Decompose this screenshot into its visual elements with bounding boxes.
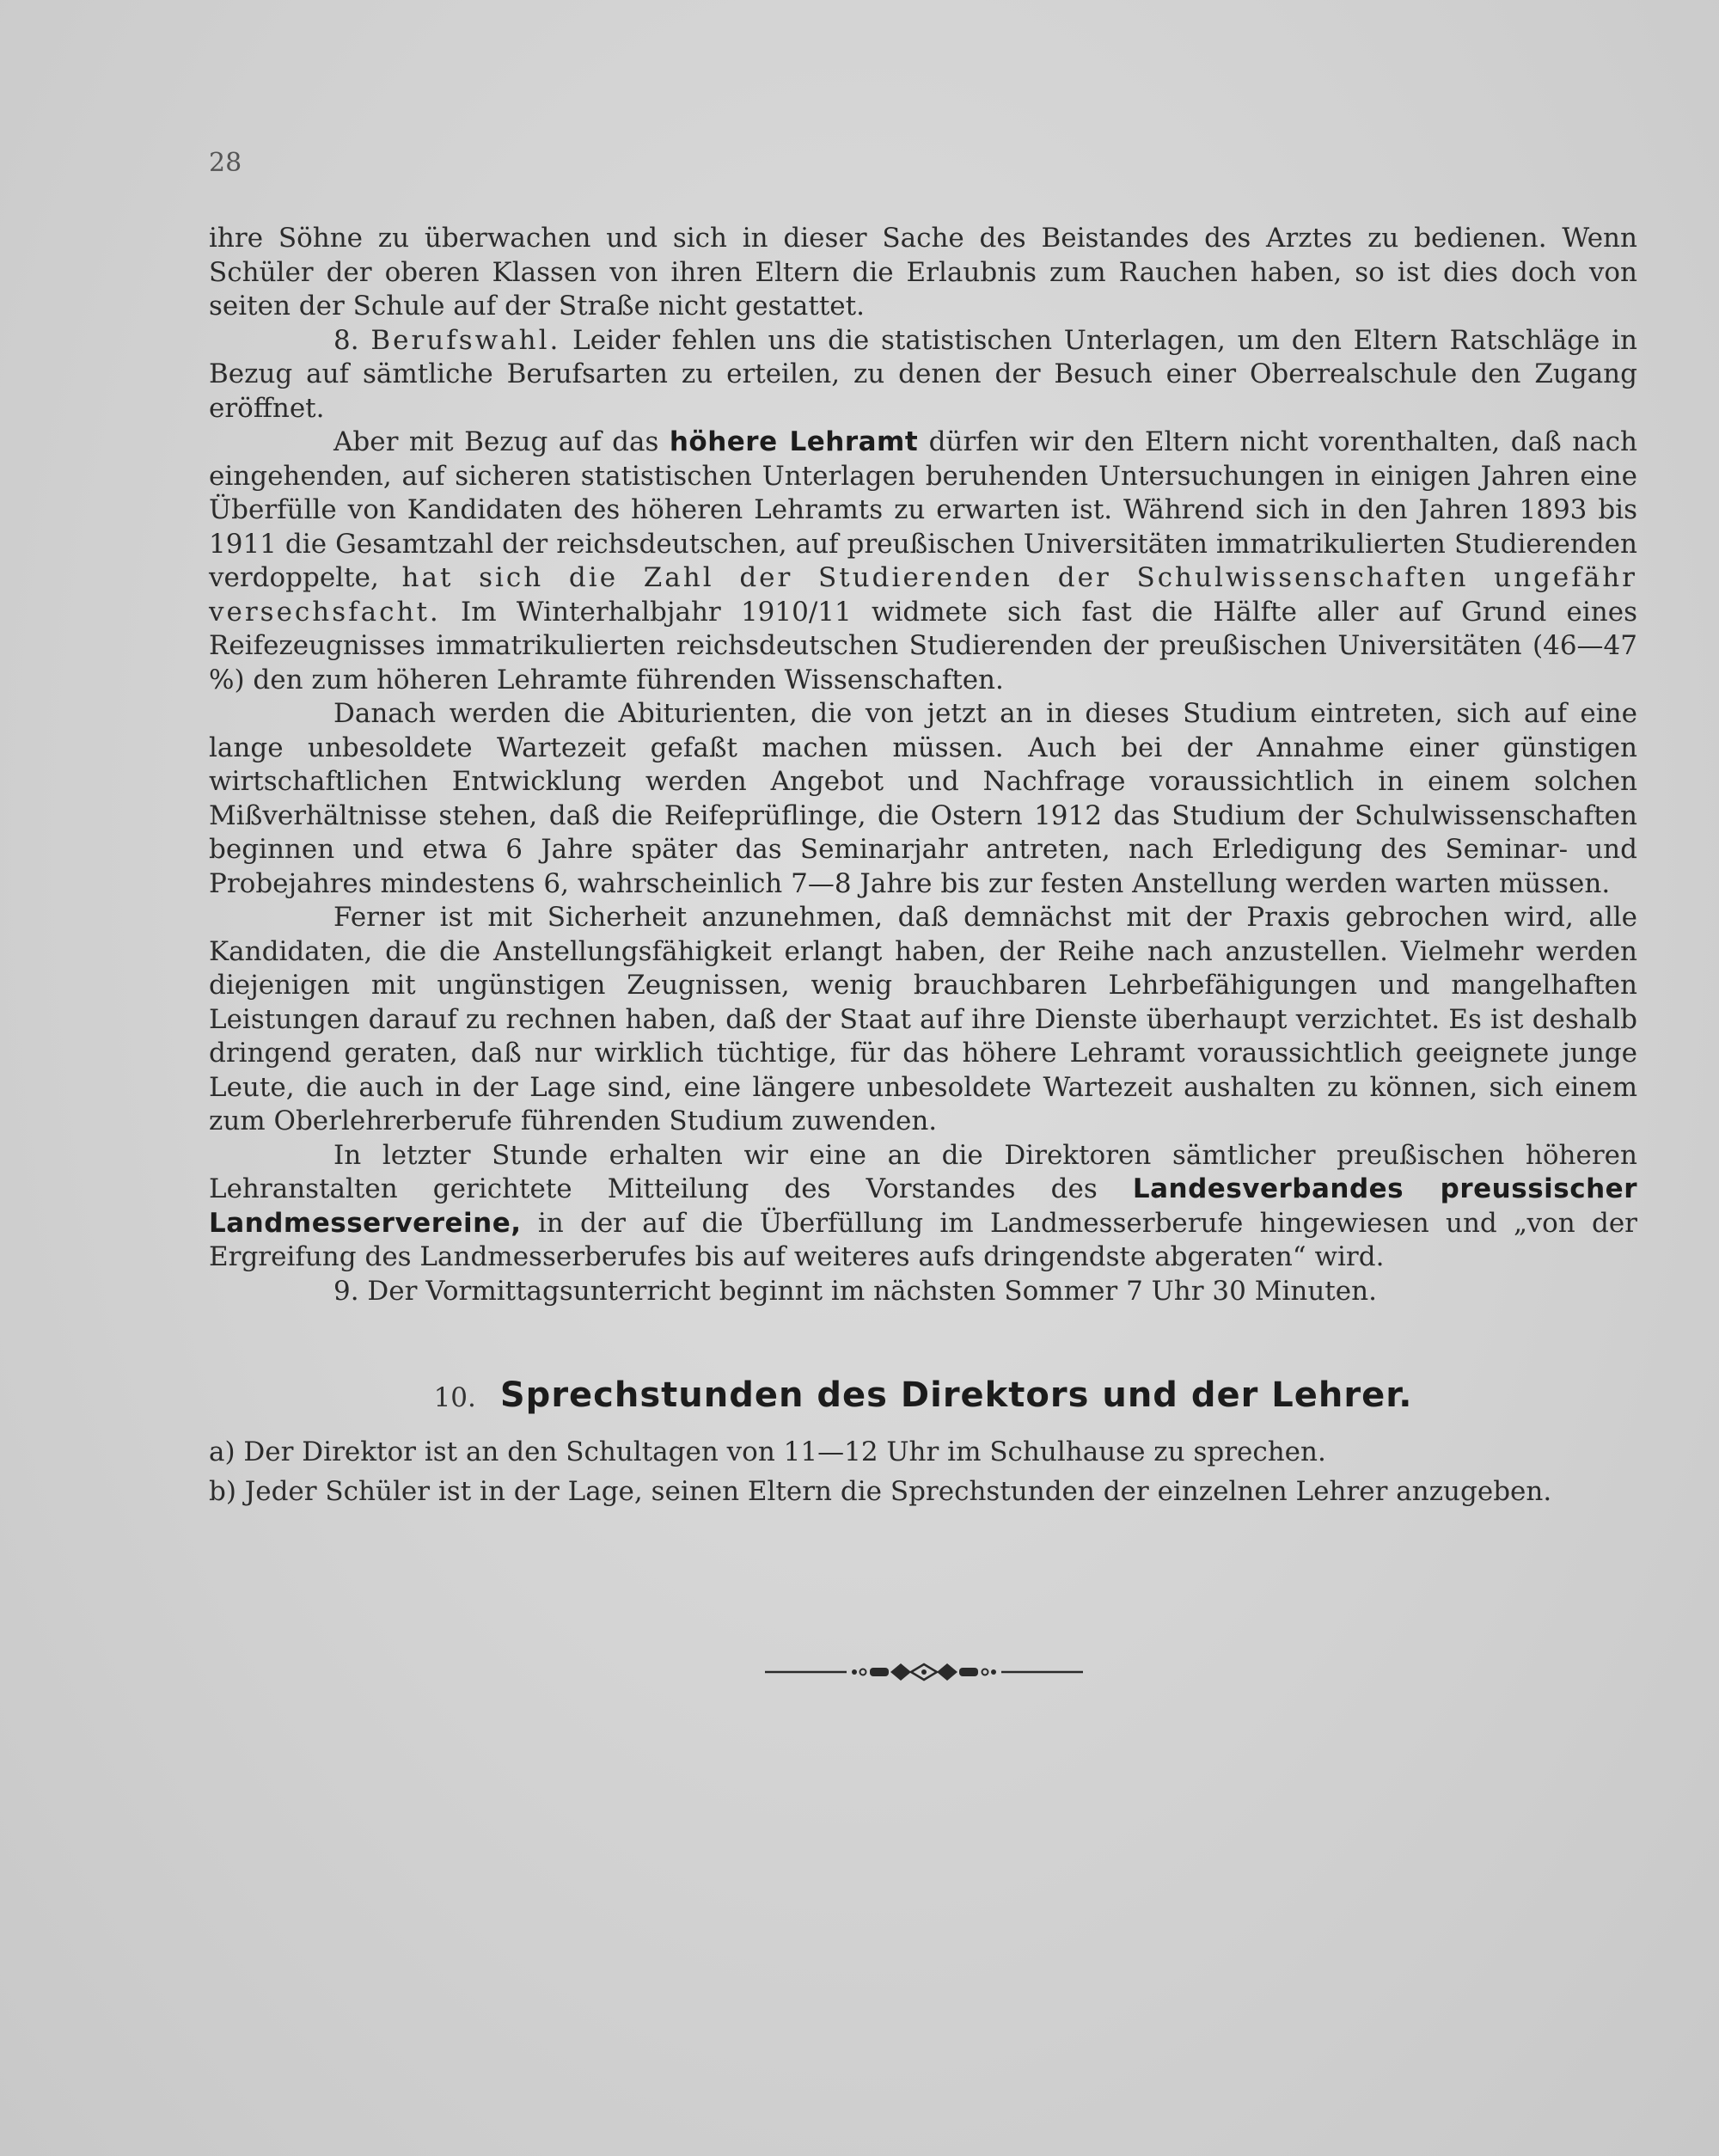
paragraph-berufswahl: 8. Berufswahl. Leider fehlen uns die statistischen Unterlagen, um den Eltern Ratschläge in Bezug auf sämtliche Berufsarten zu erteilen, zu denen der Besuch einer Oberrealschule den Zugang eröffnet. (209, 324, 1638, 424)
section-label-berufswahl: Berufswahl. (370, 324, 561, 356)
spaced-emphasis: hat sich die Zahl der Studierenden der Schulwissenschaften ungefähr versechsfacht. (209, 562, 1637, 628)
paragraph-1: ihre Söhne zu überwachen und sich in dieser Sache des Beistandes des Arztes zu bedienen. Wenn Schüler der oberen Klassen von ihren Eltern die Erlaubnis zum Rauchen haben, so ist dies doch von seiten der Schule auf der Straße nicht gestattet. (209, 223, 1637, 322)
paragraph-landmesser: In letzter Stunde erhalten wir eine an die Direktoren sämtlicher preußischen höheren Lehranstalten gerichtete Mitteilung des Vorstandes des Landesverbandes preussischer Landmesservereine, in der auf die Überfüllung im Landmesserberufe hingewiesen und „von der Ergreifung des Landmesserberufes bis auf weiteres aufs dringendste abgeraten“ wird. (209, 1139, 1638, 1272)
emphasis-landesverband: Landesverbandes preussischer Landmesservereine, (209, 1173, 1637, 1239)
emphasis-hoehere-lehramt: höhere Lehramt (669, 426, 919, 457)
decorative-divider-icon (765, 1659, 1083, 1688)
paragraph-praxis: Ferner ist mit Sicherheit anzunehmen, daß demnächst mit der Praxis gebrochen wird, alle Kandidaten, die die Anstellungsfähigkeit erlangt haben, der Reihe nach anzustellen. Vielmehr werden diejenigen mit ungünstigen Zeugnissen, wenig brauchbaren Lehrbefähigungen und mangelhaften Leistungen darauf zu rechnen haben, daß der Staat auf ihre Dienste überhaupt verzichtet. Es ist deshalb dringend geraten, daß nur wirklich tüchtige, für das höhere Lehramt voraussichtlich geeignete junge Leute, die auch in der Lage sind, eine längere unbesoldete Wartezeit aushalten zu können, sich einem zum Oberlehrerberufe führenden Studium zuwenden. (209, 902, 1637, 1136)
page-number: 28 (209, 148, 242, 178)
paragraph-lehramt: Aber mit Bezug auf das höhere Lehramt dürfen wir den Eltern nicht vorenthalten, daß nach eingehenden, auf sicheren statistischen Unterlagen beruhenden Untersuchungen in einigen Jahren eine Überfülle von Kandidaten des höheren Lehramts zu erwarten ist. Während sich in den Jahren 1893 bis 1911 die Gesamtzahl der reichsdeutschen, auf preußischen Universitäten immatrikulierten Studierenden verdoppelte, hat sich die Zahl der Studierenden der Schulwissenschaften ungefähr versechsfacht. Im Winterhalbjahr 1910/11 widmete sich fast die Hälfte aller auf Grund eines Reifezeugnisses immatrikulierten reichsdeutschen Studierenden der preußischen Universitäten (46—47 %) den zum höheren Lehramte führenden Wissenschaften. (209, 426, 1638, 695)
section-title: Sprechstunden des Direktors und der Lehrer. (499, 1375, 1413, 1415)
paragraph-abiturienten: Danach werden die Abiturienten, die von jetzt an in dieses Studium eintreten, sich auf eine lange unbesoldete Wartezeit gefaßt machen müssen. Auch bei der Annahme einer günstigen wirtschaftlichen Entwicklung werden Angebot und Nachfrage voraussichtlich in einem solchen Mißverhältnisse stehen, daß die Reifeprüflinge, die Ostern 1912 das Studium der Schulwissenschaften beginnen und etwa 6 Jahre später das Seminarjahr antreten, nach Erledigung des Seminar- und Probejahres mindestens 6, wahrscheinlich 7—8 Jahre bis zur festen Anstellung werden warten müssen. (209, 698, 1637, 899)
paragraph-unterricht: 9. Der Vormittagsunterricht beginnt im nächsten Sommer 7 Uhr 30 Minuten. (333, 1275, 1377, 1307)
item-number: 8. (333, 324, 359, 356)
list-item: a) Der Direktor ist an den Schultagen von 11—12 Uhr im Schulhause zu sprechen. (209, 1436, 1326, 1467)
item-list (209, 1432, 1637, 1511)
section-number: 10. (433, 1382, 476, 1413)
body-text (209, 222, 1637, 1308)
list-item: b) Jeder Schüler ist in der Lage, seinen Eltern die Sprechstunden der einzelnen Lehrer anzugeben. (209, 1476, 1552, 1507)
section-heading (209, 1375, 1637, 1415)
